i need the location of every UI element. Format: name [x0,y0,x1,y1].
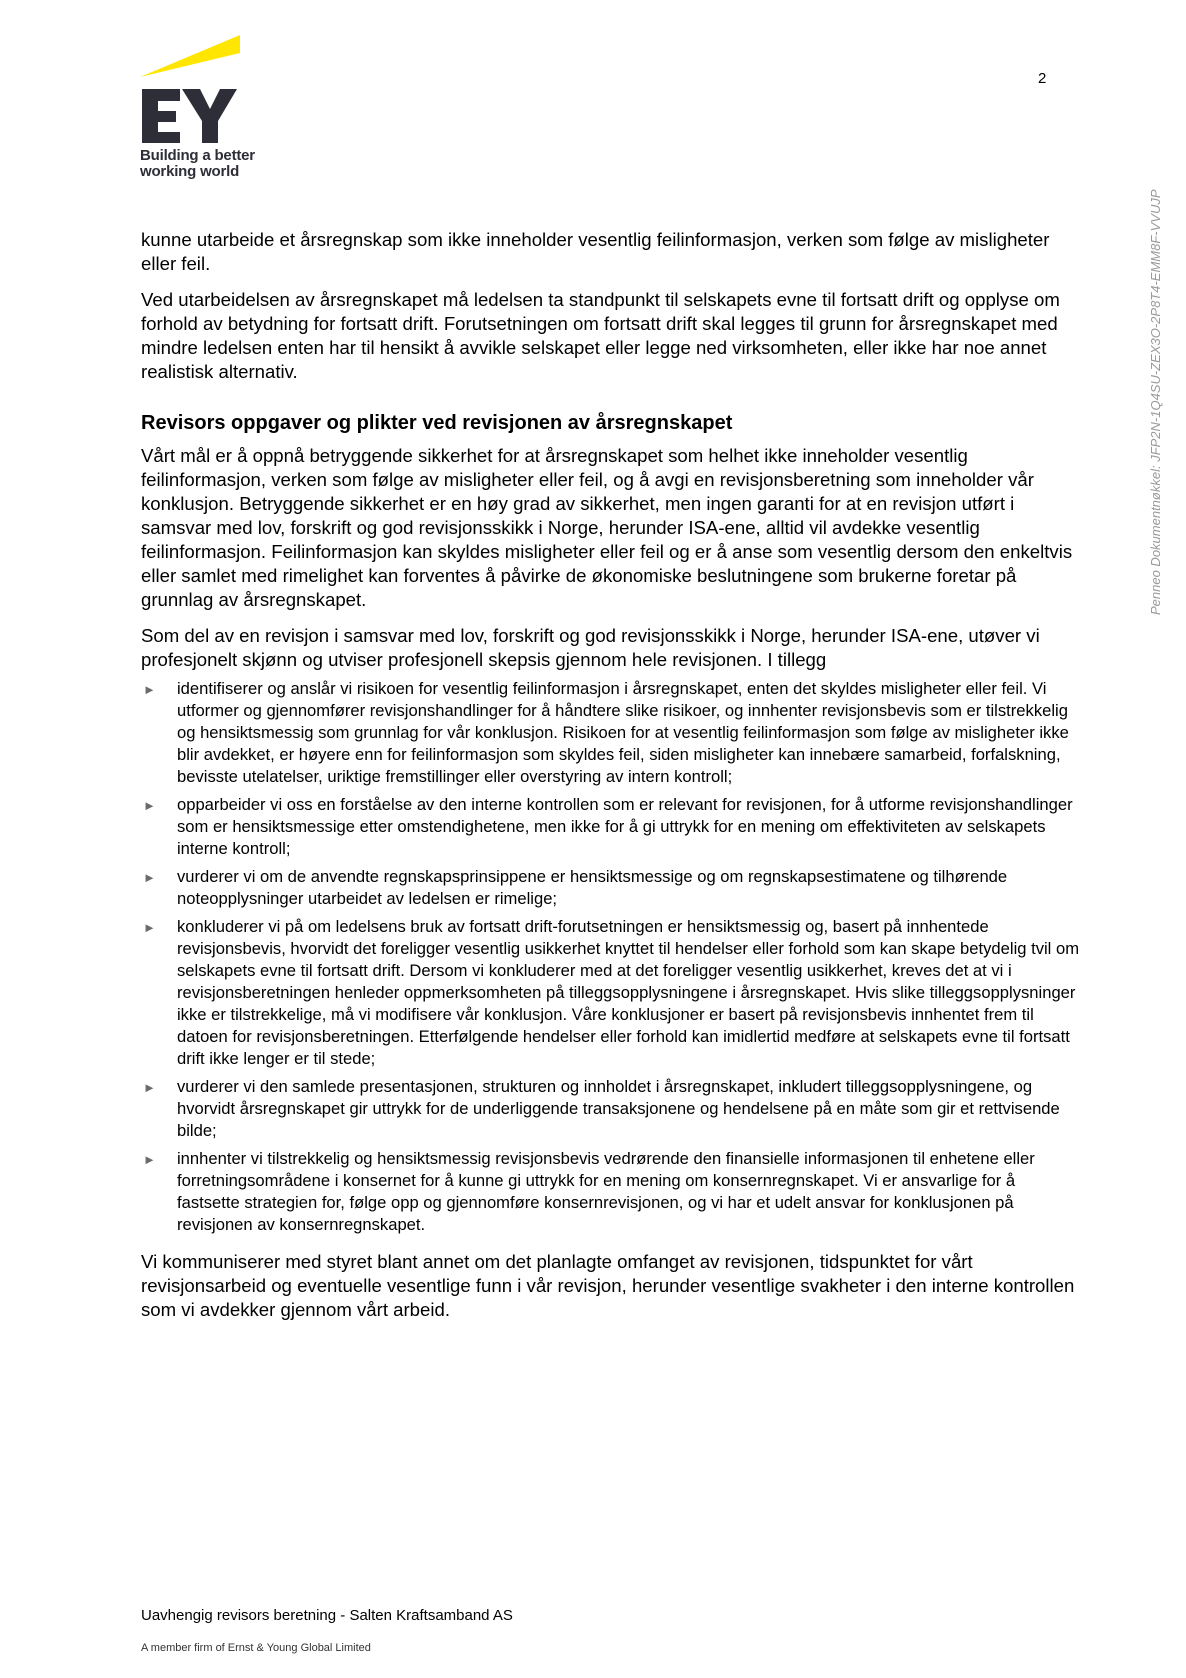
section-heading: Revisors oppgaver og plikter ved revisjonen av årsregnskapet [141,412,733,434]
paragraph-5: Vi kommuniserer med styret blant annet om det planlagte omfanget av revisjonen, tidspunktet for vårt revisjonsarbeid og eventuelle vesentlige funn i vår revisjon, herunder vesentlige svakheter i den interne kontrollen som vi avdekker gjennom vårt arbeid. [141,1251,1075,1320]
list-item [141,678,1081,788]
list-item-text: opparbeider vi oss en forståelse av den interne kontrollen som er relevant for revisjonen, for å utforme revisjonshandlinger som er hensiktsmessige etter omstendighetene, men ikke for å gi uttrykk for en mening om effektiviteten av selskapets interne kontroll; [177,795,1073,858]
paragraph-2: Ved utarbeidelsen av årsregnskapet må ledelsen ta standpunkt til selskapets evne til fortsatt drift og opplyse om forhold av betydning for fortsatt drift. Forutsetningen om fortsatt drift skal legges til grunn for årsregnskapet med mindre ledelsen enten har til hensikt å avvikle selskapet eller legge ned virksomheten, eller ikke har noe annet realistisk alternativ. [141,289,1060,382]
document-key-watermark: Penneo Dokumentnøkkel: JFP2N-1Q4SU-ZEX3O-2P8T4-EMM8F-VVUJP [1148,189,1163,615]
tagline-line-1: Building a better [140,147,255,164]
list-item-text: konkluderer vi på om ledelsens bruk av fortsatt drift-forutsetningen er hensiktsmessig og, basert på innhentede revisjonsbevis, hvorvidt det foreligger vesentlig usikkerhet knyttet til hendelser eller forhold som kan skape betydelig tvil om selskapets evne til fortsatt drift. Dersom vi konkluderer med at det foreligger vesentlig usikkerhet, kreves det at vi i revisjonsberetningen henleder oppmerksomheten på tilleggsopplysningene i årsregnskapet. Hvis slike tilleggsopplysninger ikke er tilstrekkelige, må vi modifisere vår konklusjon. Våre konklusjoner er basert på revisjonsbevis innhentet frem til datoen for revisjonsberetningen. Etterfølgende hendelser eller forhold kan imidlertid medføre at selskapets evne til fortsatt drift ikke lenger er til stede; [177,917,1080,1068]
paragraph-4: Som del av en revisjon i samsvar med lov, forskrift og god revisjonsskikk i Norge, herunder ISA-ene, utøver vi profesjonelt skjønn og utviser profesjonell skepsis gjennom hele revisjonen. I tillegg [141,625,1040,670]
paragraph-3: Vårt mål er å oppnå betryggende sikkerhet for at årsregnskapet som helhet ikke inneholder vesentlig feilinformasjon, verken som følge av misligheter eller feil, og å avgi en revisjonsberetning som inneholder vår konklusjon. Betryggende sikkerhet er en høy grad av sikkerhet, men ingen garanti for at en revisjon utført i samsvar med lov, forskrift og god revisjonsskikk i Norge, herunder ISA-ene, alltid vil avdekke vesentlig feilinformasjon. Feilinformasjon kan skyldes misligheter eller feil og er å anse som vesentlig dersom den enkeltvis eller samlet med rimelighet kan forventes å påvirke de økonomiske beslutningene som brukerne foretar på grunnlag av årsregnskapet. [141,445,1073,610]
ey-tagline [140,148,255,180]
list-item [141,916,1081,1070]
list-item [141,1076,1081,1142]
page-number: 2 [1038,70,1047,87]
triangle-bullet-icon: ► [143,1080,156,1095]
triangle-bullet-icon: ► [143,920,156,935]
triangle-bullet-icon: ► [143,682,156,697]
list-item-text: innhenter vi tilstrekkelig og hensiktsmessig revisjonsbevis vedrørende den finansielle informasjonen til enhetene eller forretningsområdene i konsernet for å kunne gi uttrykk for en mening om konsernregnskapet. Vi er ansvarlige for å fastsette strategien for, følge opp og gjennomføre konsernrevisjonen, og vi har et udelt ansvar for konklusjonen på revisjonen av konsernregnskapet. [177,1149,1035,1234]
ey-letter-e [142,89,180,143]
list-item [141,794,1081,860]
paragraph-1: kunne utarbeide et årsregnskap som ikke inneholder vesentlig feilinformasjon, verken som følge av misligheter eller feil. [141,229,1050,274]
tagline-line-2: working world [140,163,240,180]
list-item-text: vurderer vi om de anvendte regnskapsprinsippene er hensiktsmessige og om regnskapsestimatene og tilhørende noteopplysninger utarbeidet av ledelsen er rimelige; [177,867,1008,908]
bullet-list [141,678,1081,1236]
ey-yellow-beam [140,35,240,77]
document-body [141,228,1081,1334]
list-item-text: vurderer vi den samlede presentasjonen, strukturen og innholdet i årsregnskapet, inkludert tilleggsopplysningene, og hvorvidt årsregnskapet gir uttrykk for de underliggende transaksjonene og hendelsene på en måte som gir et rettvisende bilde; [177,1077,1060,1140]
list-item [141,866,1081,910]
footer-title: Uavhengig revisors beretning - Salten Kraftsamband AS [141,1607,513,1624]
triangle-bullet-icon: ► [143,870,156,885]
ey-letter-y [182,89,237,143]
triangle-bullet-icon: ► [143,798,156,813]
triangle-bullet-icon: ► [143,1152,156,1167]
footer-member-note: A member firm of Ernst & Young Global Limited [141,1642,371,1654]
list-item-text: identifiserer og anslår vi risikoen for vesentlig feilinformasjon i årsregnskapet, enten det skyldes misligheter eller feil. Vi utformer og gjennomfører revisjonshandlinger for å håndtere slike risikoer, og innhenter revisjonsbevis som er tilstrekkelig og hensiktsmessig som grunnlag for vår konklusjon. Risikoen for at vesentlig feilinformasjon som følge av misligheter ikke blir avdekket, er høyere enn for feilinformasjon som skyldes feil, siden misligheter kan innebære samarbeid, forfalskning, bevisste utelatelser, uriktige fremstillinger eller overstyring av intern kontroll; [177,679,1069,786]
ey-logo-mark [140,35,280,145]
list-item [141,1148,1081,1236]
